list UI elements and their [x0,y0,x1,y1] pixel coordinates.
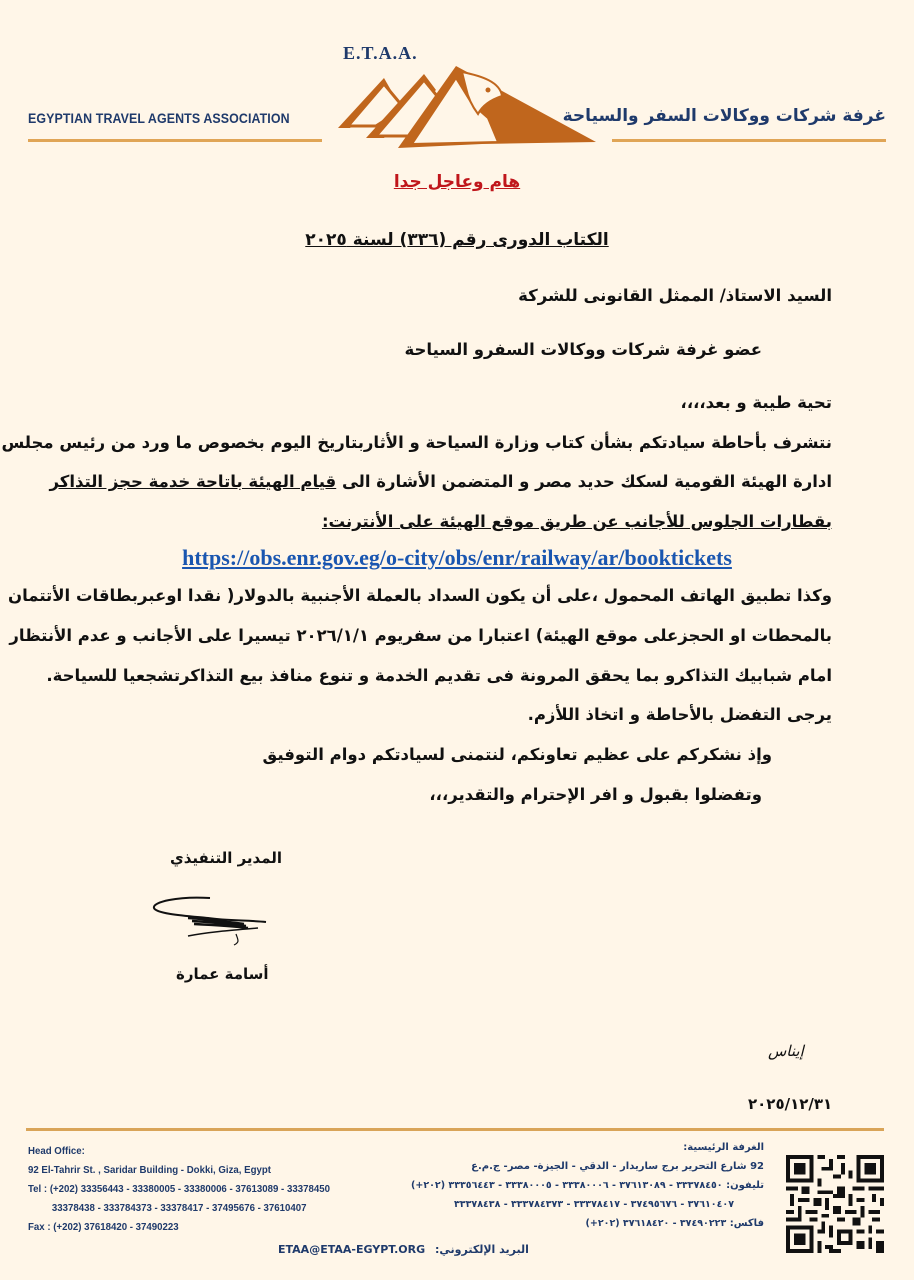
signer-name: أسامة عمارة [176,965,269,983]
address-en: 92 El-Tahrir St. , Saridar Building - Dokki, Giza, Egypt [28,1164,271,1176]
booking-url-link[interactable]: https://obs.enr.gov.eg/o-city/obs/enr/railway/ar/booktickets [182,545,732,570]
qr-code-icon[interactable] [786,1155,884,1253]
circular-title-text: الكتاب الدورى رقم (٣٣٦) لسنة ٢٠٢٥ [305,230,609,250]
head-office-label-ar: الغرفة الرئيسية: [683,1142,764,1153]
body-line-2 [49,472,832,491]
fax-label-ar: فاكس: [729,1218,764,1229]
tel-en-line-1: Tel : (+202) 33356443 - 33380005 - 33380006 - 37613089 - 33378450 [28,1183,330,1195]
email-address-link[interactable]: ETAA@ETAA-EGYPT.ORG [278,1243,426,1256]
body-line-7: يرجى التفضل بالأحاطة و اتخاذ اللأزم. [527,705,832,724]
circular-title [0,230,914,250]
closing-line-2: وتفضلوا بقبول و افر الإحترام والتقدير،،، [429,785,762,804]
closing-line-1: وإذ نشكركم على عظيم تعاونكم، لنتمنى لسيادتكم دوام التوفيق [262,745,772,764]
org-name-ar: غرفة شركات ووكالات السفر والسياحة [562,106,886,126]
head-office-label-en: Head Office: [28,1145,85,1157]
org-name-en: EGYPTIAN TRAVEL AGENTS ASSOCIATION [28,111,290,126]
acronym: E.T.A.A. [343,43,418,63]
header-rule-right [612,139,886,142]
body-line-4: وكذا تطبيق الهاتف المحمول ،على أن يكون السداد بالعملة الأجنبية بالدولار( نقدا اوعبربطاقات الأتتمان [7,586,832,605]
tel-label-ar: تليفون: [726,1180,764,1191]
typist-initials: إيناس [768,1042,804,1060]
header-rule-left [28,139,322,142]
footer-email [278,1243,529,1256]
footer-rule [26,1128,884,1131]
body-line-1: نتشرف بأحاطة سيادتكم بشأن كتاب وزارة السياحة و الأثاربتاريخ اليوم بخصوص ما ورد من رئيس مجلس [1,433,832,452]
urgency-heading [0,172,914,192]
signer-title: المدير التنفيذي [170,849,283,867]
body-line-5: بالمحطات او الحجزعلى موقع الهيئة) اعتبارا من سفريوم ٢٠٢٦/١/١ تيسيرا على الأجانب و عدم الأنتظار [9,626,832,645]
body-line-2-plain: ادارة الهيئة القومية لسكك حديد مصر و المتضمن الأشارة الى [336,472,832,491]
tel-en-line-2: 33378438 - 333784373 - 33378417 - 37495676 - 37610407 [51,1202,307,1214]
recipient-line-1: السيد الاستاذ/ الممثل القانونى للشركة [518,286,832,305]
urgency-text: هام وعاجل جدا [393,172,521,192]
greeting: تحية طيبة و بعد،،،، [680,393,832,412]
footer-contact-ar [411,1138,764,1233]
pyramids-sphinx-logo-icon [332,56,597,148]
footer-contact-en [28,1142,330,1237]
body-line-6: امام شبابيك التذاكرو بما يحقق المرونة فى تقديم الخدمة و تنوع منافذ بيع التذاكرتشجعيا للسياحة. [46,666,832,685]
body-line-2-underlined: قيام الهيئة باتاحة خدمة حجز التذاكر [49,472,337,491]
handwritten-signature-icon [148,888,278,948]
letter-date: ٢٠٢٥/١٢/٣١ [748,1095,833,1113]
fax-en: Fax : (+202) 37618420 - 37490223 [28,1221,179,1233]
tel-ar-line-2: ٣٧٦١٠٤٠٧ - ٣٧٤٩٥٦٧٦ - ٣٣٣٧٨٤١٧ - ٣٣٣٧٨٤٣٧٣ - ٣٣٣٧٨٤٣٨ [454,1199,734,1210]
recipient-line-2: عضو غرفة شركات ووكالات السفرو السياحة [404,340,762,359]
tel-ar-line-1: ٣٣٣٧٨٤٥٠ - ٣٧٦١٣٠٨٩ - ٣٣٣٨٠٠٠٦ - ٣٣٣٨٠٠٠٥ - ٣٣٣٥٦٤٤٣ (٢٠٢+) [411,1180,723,1191]
fax-ar: ٣٧٤٩٠٢٢٣ - ٣٧٦١٨٤٢٠ (٢٠٢+) [585,1218,727,1229]
email-label-ar: البريد الإلكتروني: [434,1243,529,1256]
address-ar: 92 شارع التحرير برج ساريدار - الدقي - الجيزة- مصر- ج.م.ع [471,1161,764,1172]
body-line-3: بقطارات الجلوس للأجانب عن طريق موقع الهيئة على الأنترنت: [321,512,832,531]
